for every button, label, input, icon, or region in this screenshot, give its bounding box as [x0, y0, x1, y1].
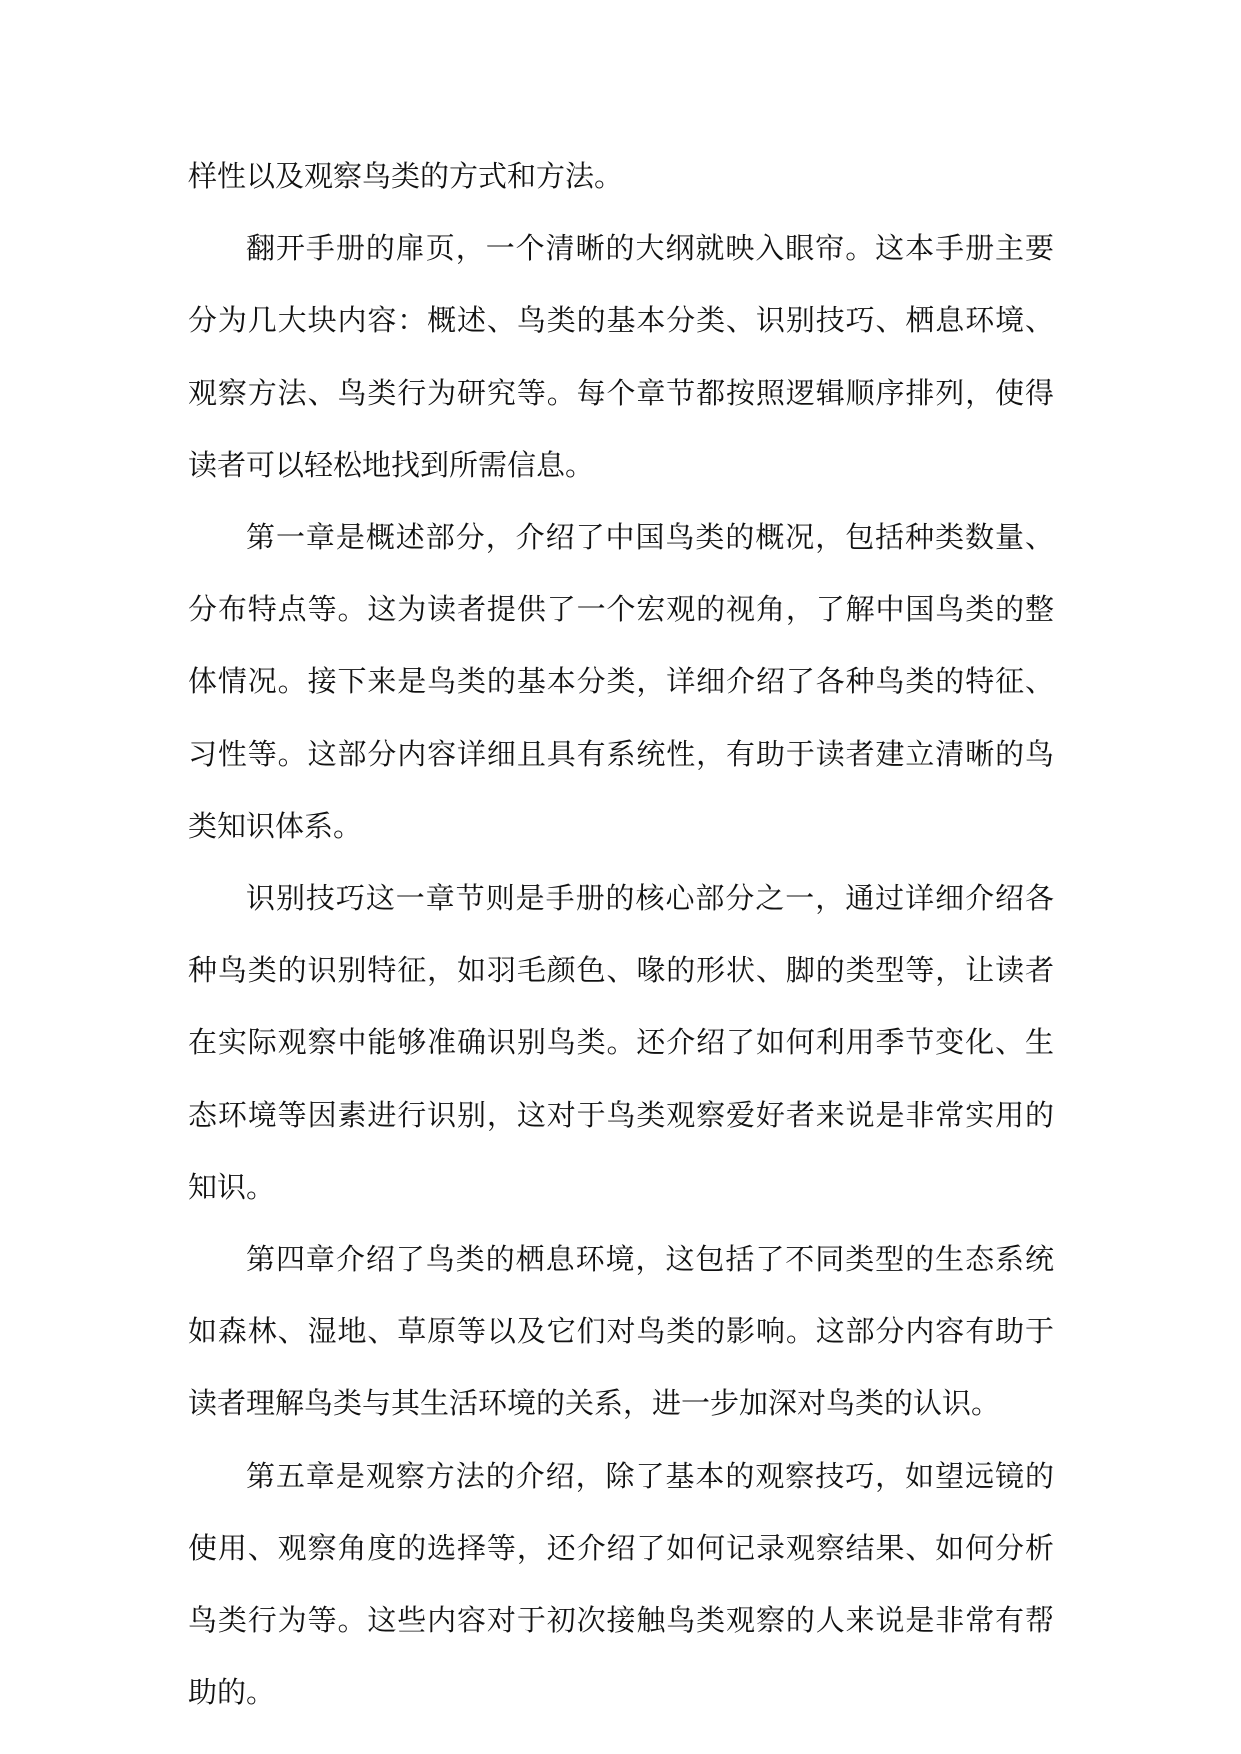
paragraph-chapter-five: 第五章是观察方法的介绍，除了基本的观察技巧，如望远镜的使用、观察角度的选择等，还介绍了如何记录观察结果、如何分析鸟类行为等。这些内容对于初次接触鸟类观察的人来说是非常有帮助的。: [188, 1458, 1054, 1710]
paragraph-continuation: 样性以及观察鸟类的方式和方法。: [188, 159, 624, 193]
paragraph-chapter-four: 第四章介绍了鸟类的栖息环境，这包括了不同类型的生态系统如森林、湿地、草原等以及它们对鸟类的影响。这部分内容有助于读者理解鸟类与其生活环境的关系，进一步加深对鸟类的认识。: [188, 1242, 1054, 1421]
paragraph-outline: 翻开手册的扉页，一个清晰的大纲就映入眼帘。这本手册主要分为几大块内容：概述、鸟类的基本分类、识别技巧、栖息环境、观察方法、鸟类行为研究等。每个章节都按照逻辑顺序排列，使得读者可以轻松地找到所需信息。: [188, 231, 1054, 482]
document-body: [188, 140, 1054, 1728]
paragraph-identification: 识别技巧这一章节则是手册的核心部分之一，通过详细介绍各种鸟类的识别特征，如羽毛颜色、喙的形状、脚的类型等，让读者在实际观察中能够准确识别鸟类。还介绍了如何利用季节变化、生态环境等因素进行识别，这对于鸟类观察爱好者来说是非常实用的知识。: [188, 881, 1054, 1204]
paragraph-chapter-one: 第一章是概述部分，介绍了中国鸟类的概况，包括种类数量、分布特点等。这为读者提供了一个宏观的视角，了解中国鸟类的整体情况。接下来是鸟类的基本分类，详细介绍了各种鸟类的特征、习性等。这部分内容详细且具有系统性，有助于读者建立清晰的鸟类知识体系。: [188, 520, 1054, 843]
